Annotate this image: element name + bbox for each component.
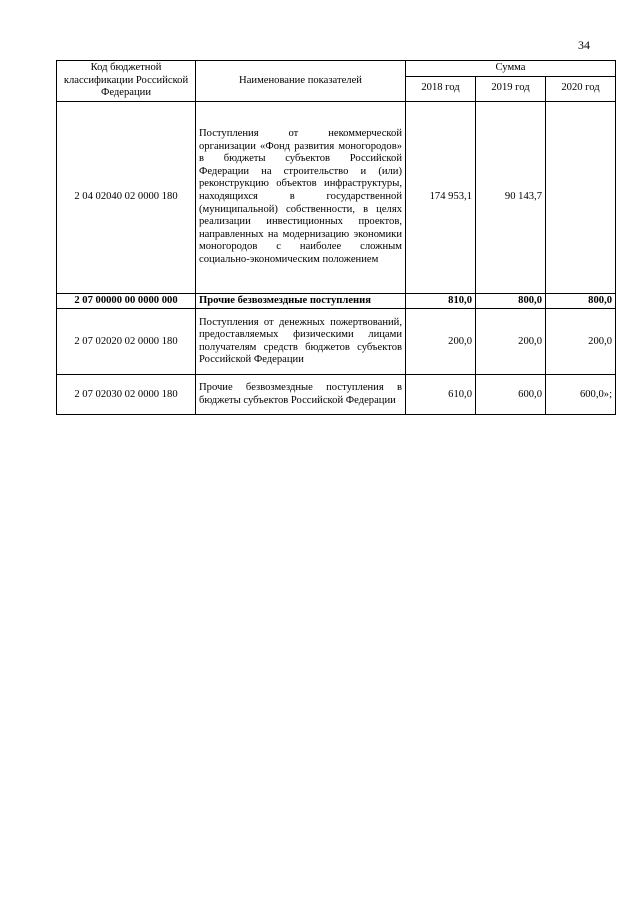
header-name: Наименование показателей [196, 61, 406, 102]
row-code: 2 07 02020 02 0000 180 [57, 309, 196, 375]
row-value-2019: 800,0 [476, 293, 546, 309]
row-value-2018: 200,0 [406, 309, 476, 375]
header-year-2019: 2019 год [476, 76, 546, 101]
row-code: 2 04 02040 02 0000 180 [57, 101, 196, 293]
row-value-2020: 800,0 [546, 293, 616, 309]
row-value-2018: 174 953,1 [406, 101, 476, 293]
row-value-2019: 600,0 [476, 375, 546, 415]
table-row [57, 101, 616, 293]
header-year-2020: 2020 год [546, 76, 616, 101]
row-code: 2 07 00000 00 0000 000 [57, 293, 196, 309]
row-name: Прочие безвозмездные поступления в бюджеты субъектов Российской Федерации [196, 375, 406, 415]
row-value-2020: 200,0 [546, 309, 616, 375]
header-code: Код бюджетной классификации Российской Федерации [57, 61, 196, 102]
table-header-row [57, 61, 616, 77]
row-name: Поступления от денежных пожертвований, предоставляемых физическими лицами получателям средств бюджетов субъектов Российской Федерации [196, 309, 406, 375]
row-value-2018: 610,0 [406, 375, 476, 415]
table-row [57, 375, 616, 415]
row-code: 2 07 02030 02 0000 180 [57, 375, 196, 415]
page-number: 34 [578, 38, 590, 52]
row-value-2019: 90 143,7 [476, 101, 546, 293]
table-row-total [57, 293, 616, 309]
row-name: Поступления от некоммерческой организации «Фонд развития моногородов» в бюджеты субъектов Российской Федерации на строительство и (или) реконструкцию объектов инфраструктуры, находящихся в государственной (муниципальной) собственности, в целях реализации инвестиционных проектов, направленных на модернизацию экономики моногородов с наиболее сложным социально-экономическим положением [196, 101, 406, 293]
budget-revenue-table [56, 60, 616, 415]
row-value-2018: 810,0 [406, 293, 476, 309]
row-value-2019: 200,0 [476, 309, 546, 375]
header-sum: Сумма [406, 61, 616, 77]
table-row [57, 309, 616, 375]
header-year-2018: 2018 год [406, 76, 476, 101]
row-value-2020 [546, 101, 616, 293]
row-name: Прочие безвозмездные поступления [196, 293, 406, 309]
row-value-2020: 600,0»; [546, 375, 616, 415]
